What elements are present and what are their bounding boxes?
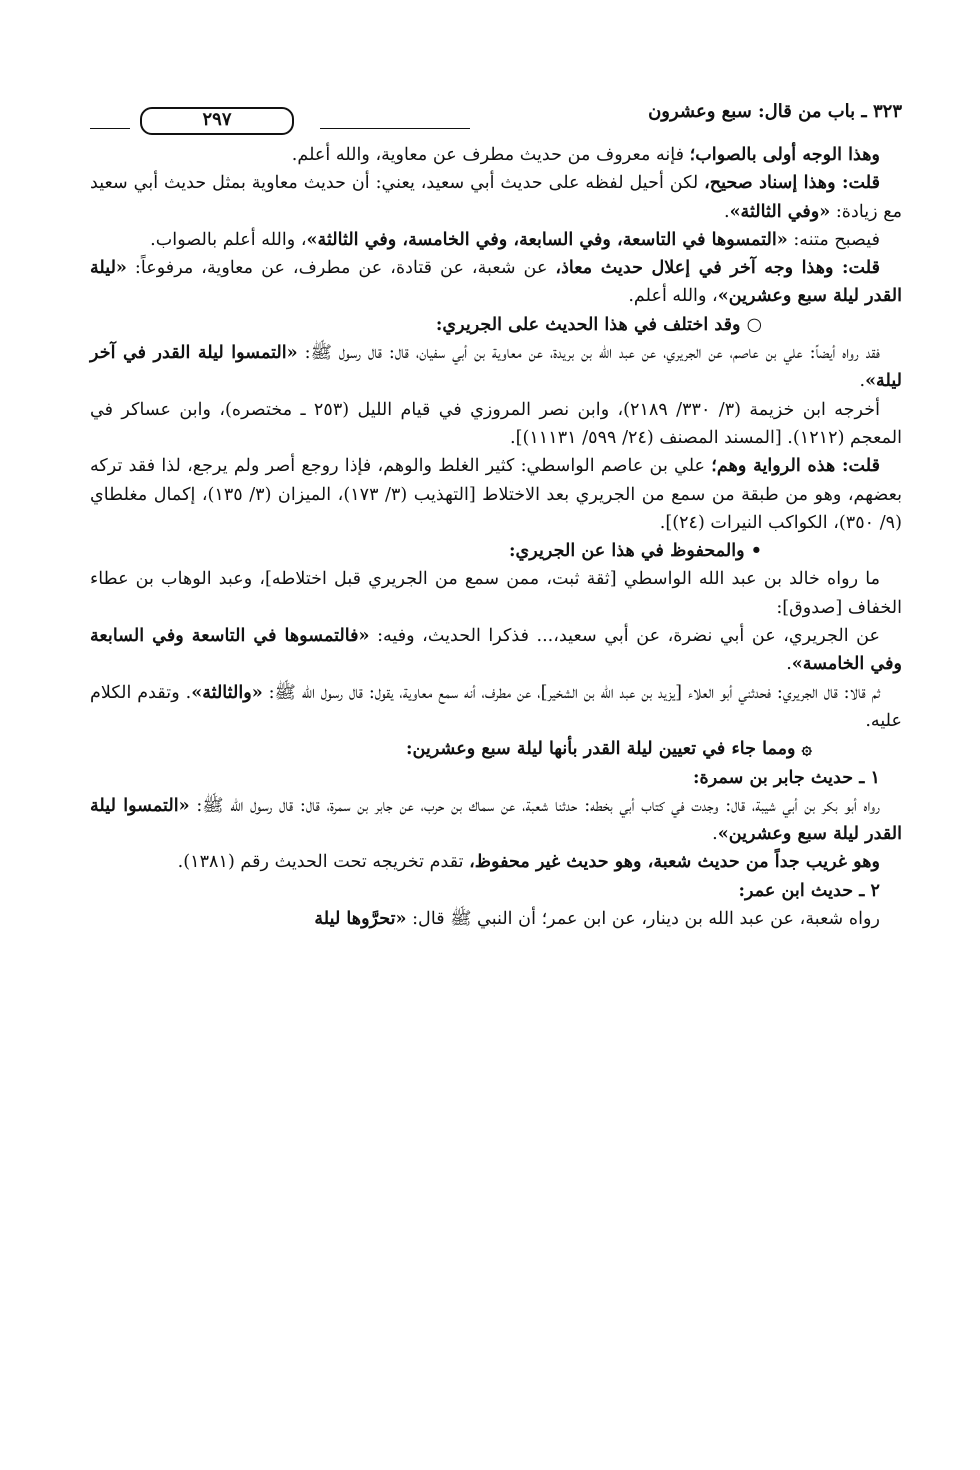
text: أخرجه ابن خزيمة (٣/ ٣٣٠/ ٢١٨٩)، وابن نصر المروزي في قيام الليل (٢٥٣ ـ مختصره)، وابن عساكر في المعجم (١٢١٢). [المسند المصنف (٢٤/ ٥٩٩/ ١١١٣١)]. — [90, 399, 902, 448]
paragraph — [90, 141, 902, 169]
bold-text: «والثالثة» — [191, 681, 263, 703]
paragraph — [90, 679, 902, 736]
paragraph — [90, 537, 902, 565]
text: لكن أحيل لفظه على حديث أبي سعيد، يعني: أن حديث معاوية بمثل حديث أبي سعيد مع زيادة: — [90, 173, 902, 222]
bold-text: «فالتمسوها في التاسعة وفي السابعة وفي الخامسة» — [90, 625, 902, 675]
paragraph — [90, 226, 902, 254]
page-body — [90, 141, 902, 933]
text: ، والله أعلم. — [628, 286, 718, 307]
paragraph — [90, 848, 902, 876]
book-page — [90, 95, 902, 933]
paragraph — [90, 396, 902, 453]
text: ، والله أعلم بالصواب. — [150, 229, 307, 250]
bold-text: قلت: وهذا إسناد صحيح، — [704, 172, 880, 194]
bold-text: ١ ـ حديث جابر بن سمرة: — [693, 766, 880, 788]
bold-text: وهو غريب جداً من حديث شعبة، وهو حديث غير محفوظ، — [469, 851, 880, 873]
text: ثم قالا: قال الجريري: فحدثني أبو العلاء [يزيد بن عبد الله بن الشخير]، عن مطرف، أنه سمع معاوية، يقول: قال رسول الله ﷺ: — [262, 682, 880, 703]
paragraph — [90, 792, 902, 849]
text: . — [712, 824, 718, 845]
text: . وتقدم الكلام عليه. — [90, 682, 902, 731]
bold-text: «التمسوا ليلة القدر في آخر ليلة» — [90, 342, 902, 392]
text: رواه أبو بكر بن أبي شيبة، قال: وجدت في كتاب أبي بخطه: حدثنا شعبة، عن سماك بن حرب، عن جابر بن سمرة، قال: قال رسول الله ﷺ: — [189, 795, 880, 816]
text: . — [859, 371, 866, 392]
bold-text: قلت: وهذا وجه آخر في إعلال حديث معاذ، — [555, 257, 880, 279]
bold-text: ٢ ـ حديث ابن عمر: — [738, 879, 880, 901]
bold-text: «وفي الثالثة» — [729, 200, 831, 222]
text: تقدم تخريجه تحت الحديث رقم (١٣٨١). — [177, 852, 470, 873]
bold-text: • والمحفوظ في هذا عن الجريري: — [509, 540, 762, 562]
paragraph — [90, 169, 902, 226]
page-header — [90, 95, 902, 141]
bold-text: «تحرَّوها ليلة — [314, 908, 407, 930]
bold-text: ۞ ومما جاء في تعيين ليلة القدر بأنها ليلة سبع وعشرين: — [406, 738, 812, 760]
text: فإنه معروف من حديث مطرف عن معاوية، والله أعلم. — [291, 145, 690, 165]
paragraph — [90, 622, 902, 679]
text: فقد رواه أيضاً: علي بن عاصم، عن الجريري، عن عبد الله بن بريدة، عن معاوية بن أبي سفيان، قال: قال رسول ﷺ: — [297, 343, 880, 364]
bold-text: «ليلة القدر ليلة سبع وعشرين» — [90, 257, 902, 307]
page-number: ٢٩٧ — [140, 107, 294, 135]
text: رواه شعبة، عن عبد الله بن دينار، عن ابن عمر؛ أن النبي ﷺ قال: — [406, 909, 880, 930]
header-rule-right — [320, 128, 470, 129]
bold-text: «التمسوا ليلة القدر ليلة سبع وعشرين» — [90, 794, 902, 845]
text: . — [723, 201, 730, 222]
text: علي بن عاصم الواسطي: كثير الغلط والوهم، فإذا روجع أصر ولم يرجع، لذا فقد تركه بعضهم، وهو من طبقة من سمع من الجريري بعد الاختلاط [التهذيب (٣/ ١٧٣)، الميزان (٣/ ١٣٥)، إكمال مغلطاي (٩/ ٣٥٠)، الكواكب النيرات (٢٤)]. — [90, 456, 902, 533]
bold-text: قلت: هذه الرواية وهم؛ — [711, 455, 880, 477]
text: . — [786, 654, 792, 675]
paragraph — [90, 311, 902, 339]
text: عن شعبة، عن قتادة، عن مطرف، عن معاوية، مرفوعاً: — [126, 258, 556, 279]
page-number-ornament — [90, 105, 470, 135]
paragraph — [90, 254, 902, 311]
text: ما رواه خالد بن عبد الله الواسطي [ثقة ثبت، ممن سمع من الجريري قبل اختلاطه]، وعبد الوهاب بن عطاء الخفاف [صدوق]: — [90, 569, 902, 618]
header-rule-left — [90, 128, 130, 129]
paragraph — [90, 905, 902, 933]
bold-text: ○ وقد اختلف في هذا الحديث على الجريري: — [435, 313, 762, 335]
paragraph — [90, 565, 902, 622]
paragraph — [90, 735, 902, 763]
paragraph — [90, 339, 902, 396]
paragraph — [90, 452, 902, 537]
paragraph — [90, 764, 902, 792]
text: فيصبح متنه: — [787, 229, 880, 250]
bold-text: وهذا الوجه أولى بالصواب؛ — [689, 144, 880, 165]
running-head: ٣٢٣ ـ باب من قال: سبع وعشرون — [648, 101, 902, 122]
text: عن الجريري، عن أبي نضرة، عن أبي سعيد،... فذكرا الحديث، وفيه: — [369, 626, 880, 647]
bold-text: «التمسوها في التاسعة، وفي السابعة، وفي الخامسة، وفي الثالثة» — [306, 228, 788, 250]
paragraph — [90, 877, 902, 905]
